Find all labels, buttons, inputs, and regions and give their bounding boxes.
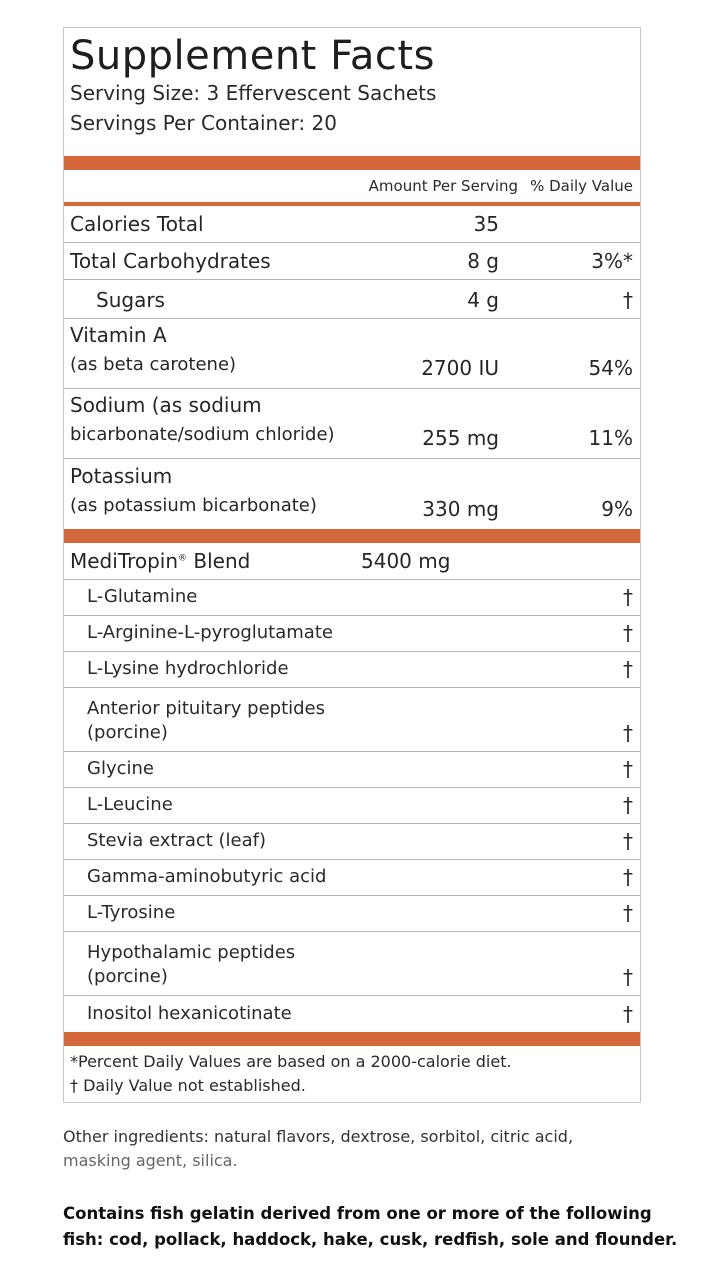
ingredient-name: L-Glutamine — [87, 586, 198, 607]
nutrient-amount: 4 g — [467, 288, 499, 312]
dagger-icon: † — [623, 965, 633, 989]
dagger-icon: † — [623, 901, 633, 925]
column-header — [64, 170, 640, 202]
nutrient-dv: 9% — [601, 497, 633, 521]
ingredient-row — [64, 652, 640, 688]
ingredient-row — [64, 896, 640, 932]
divider-bar-top — [64, 156, 640, 170]
nutrient-amount: 255 mg — [422, 426, 499, 450]
ingredient-name: Glycine — [87, 758, 154, 779]
nutrient-amount: 35 — [473, 212, 499, 236]
ingredient-row — [64, 788, 640, 824]
nutrient-dv: 3%* — [591, 249, 633, 273]
nutrient-row-sodium — [64, 389, 640, 459]
nutrient-dv: 11% — [588, 426, 633, 450]
dagger-icon: † — [623, 829, 633, 853]
allergen-line-2: fish: cod, pollack, haddock, hake, cusk, redfish, sole and flounder. — [63, 1230, 678, 1249]
ingredient-row — [64, 996, 640, 1032]
allergen-statement — [63, 1201, 683, 1253]
divider-bar-blend — [64, 529, 640, 543]
ingredient-name: L-Lysine hydrochloride — [87, 658, 289, 679]
nutrient-source: bicarbonate/sodium chloride) — [70, 424, 335, 445]
ingredient-row — [64, 688, 640, 752]
nutrient-row-vitamin-a — [64, 319, 640, 389]
ingredient-name: Gamma-aminobutyric acid — [87, 866, 327, 887]
ingredient-name-block — [64, 697, 593, 745]
ingredient-row — [64, 860, 640, 896]
dagger-icon: † — [623, 585, 633, 609]
ingredient-row — [64, 824, 640, 860]
ingredient-source: (porcine) — [87, 722, 168, 743]
registered-mark: ® — [178, 553, 188, 564]
nutrient-amount: 330 mg — [422, 497, 499, 521]
allergen-line-1: Contains fish gelatin derived from one or more of the following — [63, 1204, 652, 1223]
blend-name — [64, 549, 361, 573]
footnote-dagger: † Daily Value not established. — [70, 1076, 306, 1095]
ingredient-name: L-Tyrosine — [87, 902, 176, 923]
nutrient-row-potassium — [64, 459, 640, 529]
divider-bar-bottom — [64, 1032, 640, 1046]
nutrient-name: Sodium (as sodium — [70, 393, 262, 417]
dagger-icon: † — [623, 793, 633, 817]
nutrient-name-block — [64, 461, 369, 521]
nutrient-name: Vitamin A — [70, 323, 167, 347]
nutrient-dv: † — [623, 288, 633, 312]
panel-title: Supplement Facts — [70, 33, 435, 79]
ingredient-row — [64, 932, 640, 996]
dagger-icon: † — [623, 757, 633, 781]
ingredient-row — [64, 752, 640, 788]
ingredient-name: L-Arginine-L-pyroglutamate — [87, 622, 333, 643]
ingredient-name: Inositol hexanicotinate — [87, 1003, 292, 1024]
ingredient-row — [64, 580, 640, 616]
serving-size: Serving Size: 3 Effervescent Sachets — [70, 81, 437, 105]
proprietary-blend-row — [64, 543, 640, 580]
nutrient-name: Sugars — [96, 288, 165, 312]
footnotes — [64, 1046, 640, 1102]
dagger-icon: † — [623, 1002, 633, 1026]
dagger-icon: † — [623, 865, 633, 889]
nutrient-source: (as potassium bicarbonate) — [70, 495, 317, 516]
nutrient-amount: 2700 IU — [421, 356, 499, 380]
ingredient-name: Hypothalamic peptides — [87, 942, 296, 963]
amount-per-serving-header: Amount Per Serving — [368, 177, 519, 195]
blend-name-text: MediTropin — [70, 549, 179, 573]
nutrient-name-block — [64, 320, 369, 380]
dagger-icon: † — [623, 657, 633, 681]
other-ingredients-line-2: masking agent, silica. — [63, 1151, 238, 1170]
nutrient-name: Total Carbohydrates — [70, 249, 271, 273]
nutrient-amount: 8 g — [467, 249, 499, 273]
daily-value-header: % Daily Value — [530, 177, 633, 195]
nutrient-name: Potassium — [70, 464, 173, 488]
ingredient-name: Stevia extract (leaf) — [87, 830, 267, 851]
nutrient-name-block — [64, 390, 369, 450]
other-ingredients-line-1: Other ingredients: natural flavors, dextrose, sorbitol, citric acid, — [63, 1127, 574, 1146]
nutrient-row-calories — [64, 206, 640, 243]
dagger-icon: † — [623, 621, 633, 645]
ingredient-source: (porcine) — [87, 966, 168, 987]
ingredient-row — [64, 616, 640, 652]
nutrient-dv: 54% — [588, 356, 633, 380]
blend-amount: 5400 mg — [361, 549, 451, 573]
nutrient-name: Calories Total — [70, 212, 204, 236]
blend-name-suffix: Blend — [187, 549, 251, 573]
nutrient-row-sugars — [64, 280, 640, 319]
footnote-percent-dv: *Percent Daily Values are based on a 2000-calorie diet. — [70, 1052, 512, 1071]
dagger-icon: † — [623, 721, 633, 745]
nutrient-source: (as beta carotene) — [70, 354, 237, 375]
ingredient-name: L-Leucine — [87, 794, 173, 815]
other-ingredients — [63, 1125, 663, 1173]
ingredient-name-block — [64, 941, 593, 989]
servings-per-container: Servings Per Container: 20 — [70, 111, 337, 135]
ingredient-name: Anterior pituitary peptides — [87, 698, 326, 719]
nutrient-row-carbohydrates — [64, 243, 640, 280]
supplement-facts-panel — [63, 27, 641, 1103]
